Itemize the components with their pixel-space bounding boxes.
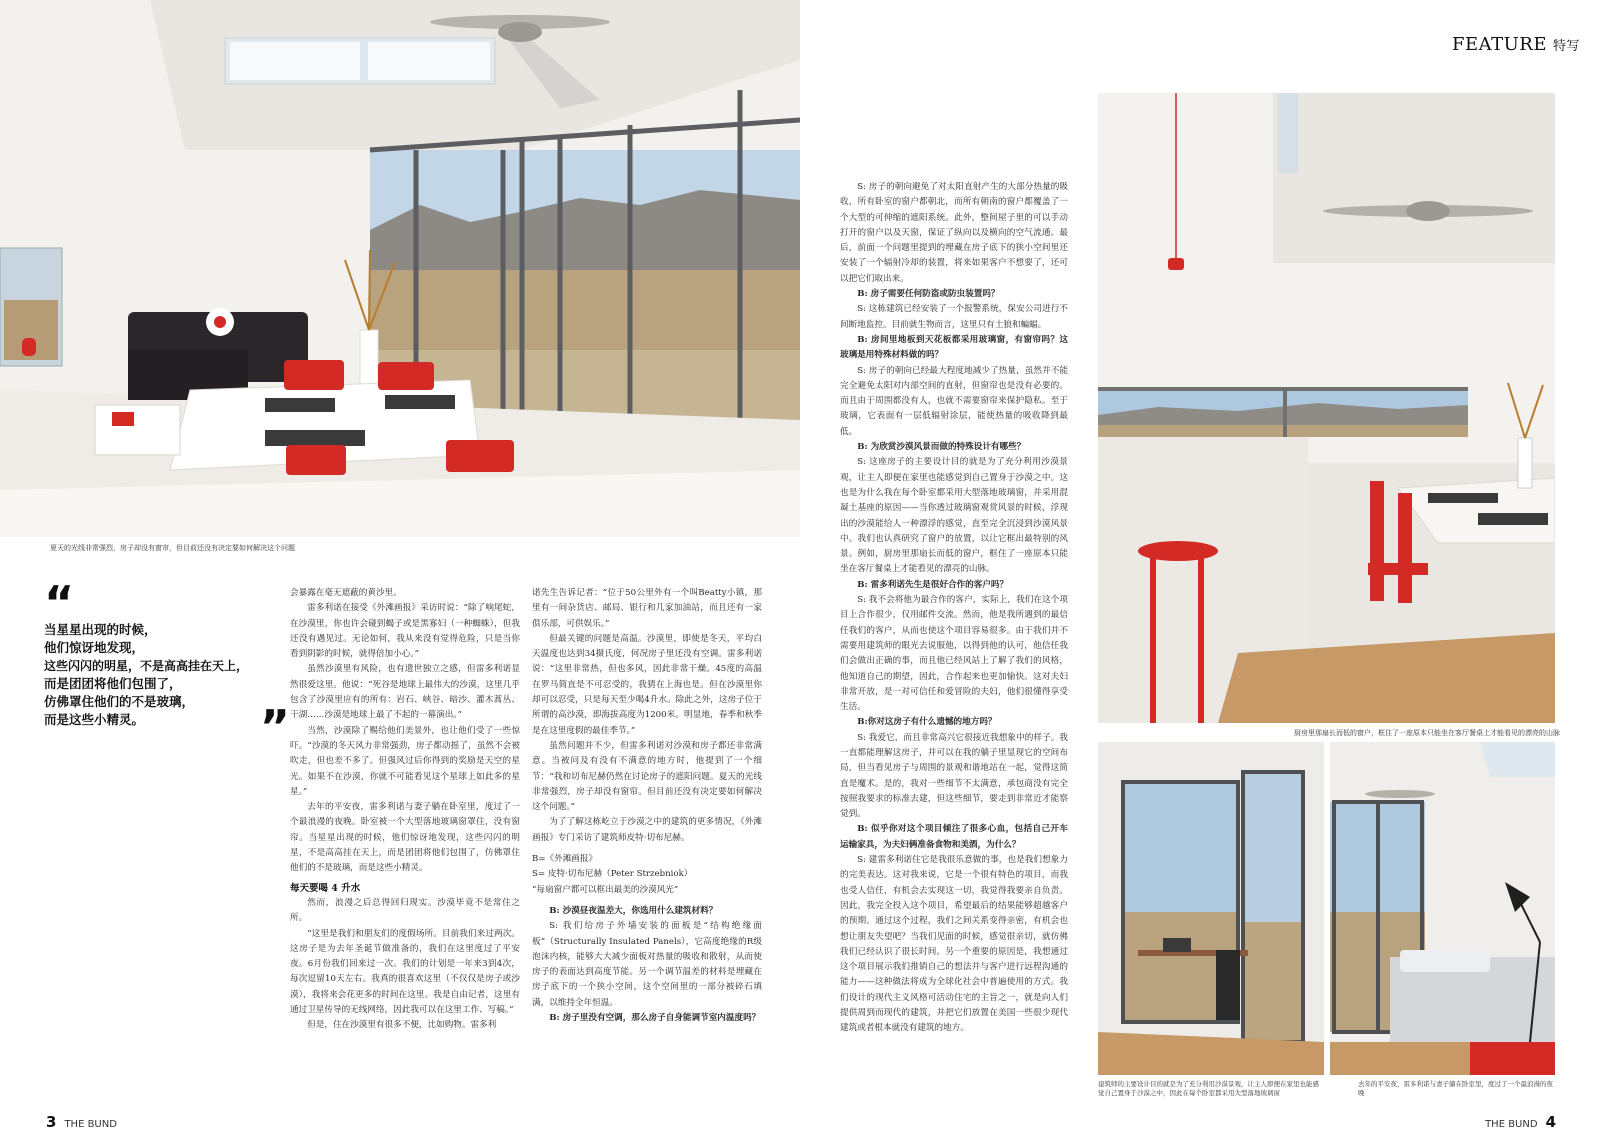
body-paragraph: 会暴露在毫无遮蔽的黄沙里。 <box>290 588 402 598</box>
body-column-1 <box>290 586 520 1078</box>
interview-question: B: 沙漠昼夜温差大，你选用什么建筑材料？ <box>549 905 718 916</box>
body-column-2 <box>532 586 762 1078</box>
study-illustration <box>1098 742 1324 1075</box>
interview-answer: S: 我们给房子外墙安装的面板是“结构绝缘面板”（Structurally Insulated Panels），它高度绝缘的R级泡沫内核，能够大大减少面板对热量的吸收和散射，从而使房子的表面达到高度节能。另一个调节温差的材料是埋藏在房子底下的一个狭小空间，这个空间里的一部分被碎石填满，以维持全年恒温。 <box>532 921 762 1008</box>
section-header <box>1452 34 1580 55</box>
right-folio <box>1485 1113 1564 1131</box>
interview-answer: S: 房子的朝向已经最大程度地减少了热量，虽然并不能完全避免太阳对内部空间的直射，但窗帘也是没有必要的。而且由于周围都没有人，也就不需要窗帘来保护隐私。至于玻璃，它表面有一层低辐射涂层，能使热量的吸收降到最低。 <box>840 365 1068 437</box>
pull-quote-line: 而是团团将他们包围了， <box>44 676 182 691</box>
interview-answer: S: 房子的朝向避免了对太阳直射产生的大部分热量的吸收，所有卧室的窗户都朝北，而所有朝南的窗户都覆盖了一个大型的可伸缩的遮阳系统。此外，整间屋子里的可以手动打开的窗户以及天窗，保证了纵向以及横向的空气流通。最后，前面一个问题里提到的埋藏在房子底下的狭小空间里还安装了一个辐射冷却的装置，将来如果客户不想要了，还可以把它们取出来。 <box>840 182 1068 284</box>
pull-quote-line: 这些闪闪的明星，不是高高挂在天上， <box>44 659 249 673</box>
open-quote-icon: “ <box>44 576 69 630</box>
body-paragraph: 但最关键的问题是高温。沙漠里，即使是冬天，平均白天温度也达到34摄氏度，何况房子里还没有空调。雷多利诺说：“这里非常热，但也多风，因此非常干燥。45度的高温在罗马简直是不可忍受的，我猜在上海也是。但在沙漠里你却可以忍受，只是每天至少喝4升水。除此之外，这房子位于所谓的高沙漠，即海拔高度为1200米。明显地，春季和秋季是在这里度假的最佳季节。” <box>532 633 762 736</box>
feature-label-cn: 特写 <box>1552 39 1580 54</box>
interview-question: B: 雷多利诺先生是很好合作的客户吗？ <box>857 579 1009 590</box>
interview-answer: S: 这栋建筑已经安装了一个报警系统，保安公司进行不间断地监控。目前就生物而言，这里只有土狼和蝙蝠。 <box>840 304 1068 330</box>
pull-quote-line: 仿佛罩住他们的不是玻璃， <box>44 694 195 709</box>
body-paragraph: 当然，沙漠除了赐给他们美景外，也让他们受了一些惊吓。“沙漠的冬天风力非常强劲，房子都动摇了，虽然不会被吹走，但也差不多了。但强风过后你得到的奖励是天空的星光。如果不在沙漠，你就不可能看见这个星球上如此多的星星。” <box>290 725 520 797</box>
left-folio <box>38 1113 117 1131</box>
bedroom-illustration <box>1330 742 1555 1075</box>
bedroom-photo-caption: 去年的平安夜，雷多利诺与妻子躺在卧室里，度过了一个最浪漫的夜晚 <box>1358 1080 1553 1097</box>
kitchen-photo <box>1098 93 1555 723</box>
body-column-3 <box>840 180 1068 1078</box>
kitchen-photo-caption: 厨房里那扇长而低的窗户，框住了一座原本只能坐在客厅餐桌上才能看见的漂亮的山脉 <box>1294 729 1560 737</box>
page-number-left: 3 <box>46 1113 57 1131</box>
interview-answer: S: 我爱它，而且非常高兴它很接近我想象中的样子。我一直都能理解这房子，并可以在我的躺子里显现它的空间布局，但当看见房子与周围的景观和谐地站在一起，觉得这简直是魔术。是的，我对一些细节不太满意，承包商没有完全按照我要求的标准去建，但这些细节，要走到非常近才能察觉到。 <box>840 732 1068 820</box>
body-paragraph: 然而，浪漫之后总得回归现实。沙漠毕竟不是常住之所。 <box>290 897 520 924</box>
close-quote-icon: ” <box>259 700 284 754</box>
body-paragraph: 但是，住在沙漠里有很多不便，比如购物。雷多利 <box>307 1020 497 1031</box>
interview-question: B: 房子里没有空调，那么房子自身能调节室内温度吗？ <box>549 1013 761 1024</box>
interview-question: B:你对这房子有什么遗憾的地方吗？ <box>857 717 997 728</box>
subheading-water: 每天要喝 4 升水 <box>290 882 361 894</box>
main-photo-caption: 夏天的光线非常强烈，房子却没有窗帘，但目前还没有决定要如何解决这个问题 <box>50 544 295 552</box>
interview-answer: S: 这座房子的主要设计目的就是为了充分利用沙漠景观，让主人即便在家里也能感觉到自己置身于沙漠之中。这也是为什么我在每个卧室都采用大型落地玻璃窗，并采用混凝土基座的原因——当你透过玻璃窗观赏风景的时候，浮现出的沙漠能给人一种漂浮的感觉，直至完全沉浸到沙漠风景中。我们也认真研究了窗户的放置，以让它框出最特别的风景。例如，厨房里那扇长而低的窗户，框住了一座原本只能坐在客厅餐桌上才能看见的漂亮的山脉。 <box>840 457 1068 575</box>
kitchen-illustration <box>1098 93 1555 723</box>
pull-quote <box>44 576 284 754</box>
body-paragraph: 去年的平安夜，雷多利诺与妻子躺在卧室里，度过了一个最浪漫的夜晚。卧室被一个大型落地玻璃窗罩住，没有窗帘。当星星出现的时候，他们惊讶地发现，这些闪闪的明星，不是高高挂在天上，而是团团将他们包围了，仿佛罩住他们的不是玻璃，而是这些小精灵。 <box>290 802 520 874</box>
body-paragraph: 诺先生告诉记者：“位于50公里外有一个叫Beatty小镇，那里有一间杂货店、邮局、银行和几家加油站，而且还有一家俱乐部，可供娱乐。” <box>532 588 762 629</box>
bedroom-photo <box>1330 742 1555 1075</box>
interview-question: B: 似乎你对这个项目倾注了很多心血，包括自己开车运输家具，为夫妇俩准备食物和美酒，为什么？ <box>840 824 1068 850</box>
interview-question: B: 房间里地板到天花板都采用玻璃窗，有窗帘吗？这玻璃是用特殊材料做的吗？ <box>840 334 1068 361</box>
body-paragraph: 虽然沙漠里有风险，也有遗世独立之感，但雷多利诺显然很爱这里。他说：“死谷是地球上最伟大的沙漠，这里几乎包含了沙漠里应有的所有：岩石、峡谷、暗沙、灌木蒿丛、干湖……沙漠是地球上最了不起的一幕演出。” <box>290 664 520 721</box>
interview-question: B: 房子需要任何防盗或防虫装置吗？ <box>857 289 1000 300</box>
interview-tagline: “每扇窗户都可以框出最美的沙漠风光” <box>532 884 679 895</box>
interview-answer: S: 建雷多利诺住它是我很乐意做的事，也是我们想象力的完美表达。这对我来说，它是一个很有特色的项目，而我也受人信任，有机会去实现这一切，我觉得我要亲自负责。因此，我完全投入这个项目，希望最后的结果能够超越客户的预期。通过这个过程，我们之间关系变得亲密，有机会也想让朋友失望吧？当我们见面的时候，感觉很亲切，就仿佛我们已经认识了很长时间。另一个重要的原因是，我想通过这个项目展示我们推销自己的想法并与客户进行远程沟通的能力——这种做法将成为全球化社会中普遍使用的方式。我们设计的现代主义风格可活动住宅的主旨之一，就是向人们提供周到而现代的建筑，并把它们放置在美国一些很少现代建筑或者根本就没有建筑的地方。 <box>840 855 1068 1034</box>
body-paragraph: 虽然问题并不少，但雷多利诺对沙漠和房子都还非常满意。当被问及有没有不满意的地方时，他提到了一个细节：“我和切布尼赫仍然在讨论房子的遮阳问题。夏天的光线非常强烈，房子却没有窗帘。但目前还没有决定要如何解决这个问题。” <box>532 740 762 813</box>
interview-legend-s: S= 皮特·切布尼赫（Peter Strzebniok） <box>532 869 693 880</box>
feature-label: FEATURE <box>1451 34 1547 55</box>
magazine-name-right: THE BUND <box>1485 1119 1538 1130</box>
pull-quote-line: 而是这些小精灵。 <box>44 712 145 727</box>
interview-answer: S: 我不会将他为最合作的客户，实际上，我们在这个项目上合作很少，仅用邮件交流。然而，他是我所遇到的最信任我们的客户，从而也使这个项目容易很多。由于我们并不需要用建筑师的眼光去说服他，以得到他的认可，他信任我们会做出正确的事，而且他已经风站上了解了我们的风格，他知道自己的期望，因此，合作起来也更加愉快。这对夫妇非常开放，是一对可信任和爱冒险的夫妇，他们很懂得享受生活。 <box>840 595 1068 713</box>
body-paragraph: 雷多利诺在接受《外滩画报》采访时说：“除了响尾蛇，在沙漠里，你也许会碰到蝎子或是黑寡妇（一种蜘蛛），但我还没有遇见过。无论如何，我从来没有觉得危险，只是当你看到阴影的时候，就得倍加小心。” <box>290 603 520 660</box>
interview-question: B: 为欣赏沙漠风景而做的特殊设计有哪些？ <box>857 442 1026 453</box>
body-paragraph: 为了了解这栋屹立于沙漠之中的建筑的更多情况，《外滩画报》专门采访了建筑师皮特·切布尼赫。 <box>532 817 762 843</box>
study-photo-caption: 建筑师的主要设计目的就是为了充分利用沙漠景观，让主人即便在家里也能感觉自己置身于沙漠之中，因此在每个卧室都采用大型落地玻璃窗 <box>1098 1080 1319 1097</box>
page-number-right: 4 <box>1545 1113 1556 1131</box>
body-paragraph: “这里是我们和朋友们的度假场所。目前我们来过两次。这房子是为去年圣诞节做准备的，我们在这里度过了平安夜。6月份我们回来过一次。我们的计划是一年来3到4次，每次逗留10天左右。我真的很喜欢这里（不仅仅是房子或沙漠），我将来会花更多的时间在这里。我是自由记者，这里有通过卫星传导的无线网络，因此我可以在这里工作、写稿。” <box>290 928 520 1016</box>
study-photo <box>1098 742 1324 1075</box>
living-room-illustration <box>0 0 800 537</box>
living-room-photo <box>0 0 800 537</box>
interview-legend-b: B=《外滩画报》 <box>532 854 598 865</box>
pull-quote-line: 当星星出现的时候， <box>44 622 157 637</box>
magazine-name-left: THE BUND <box>64 1119 117 1130</box>
pull-quote-line: 他们惊讶地发现， <box>44 640 145 655</box>
